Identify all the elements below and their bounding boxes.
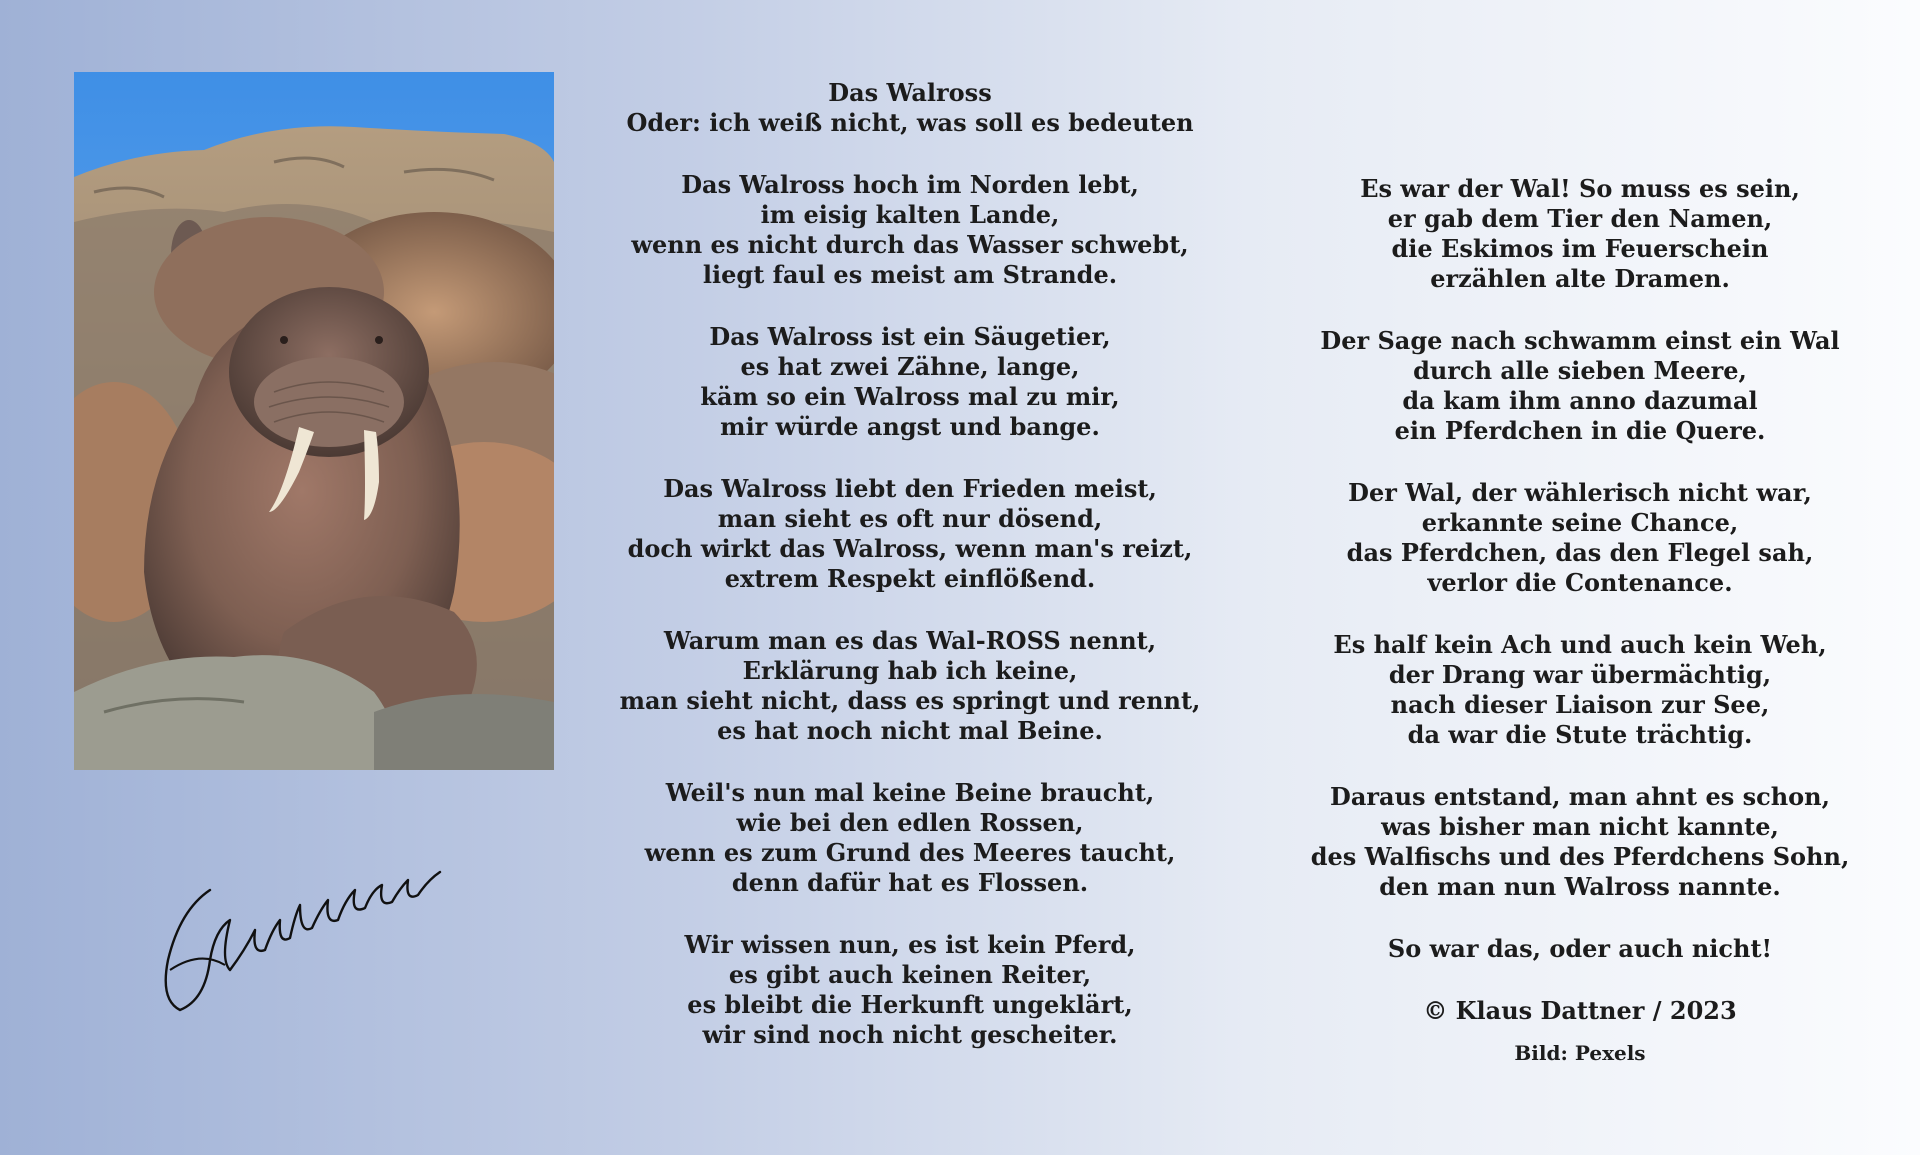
verse-line: wenn es nicht durch das Wasser schwebt, — [631, 230, 1189, 259]
verse-line: man sieht es oft nur dösend, — [717, 504, 1103, 533]
verse-line: käm so ein Walross mal zu mir, — [700, 382, 1120, 411]
verse-line: Der Wal, der wählerisch nicht war, — [1348, 478, 1812, 507]
stanza — [600, 322, 1220, 442]
verse-line: es hat noch nicht mal Beine. — [717, 716, 1103, 745]
verse-line: wie bei den edlen Rossen, — [736, 808, 1084, 837]
poem-column-right — [1300, 174, 1860, 1098]
poem-subtitle: Oder: ich weiß nicht, was soll es bedeuten — [626, 108, 1194, 137]
copyright-text: © Klaus Dattner / 2023 — [1423, 996, 1737, 1025]
copyright — [1300, 996, 1860, 1066]
verse-line: es gibt auch keinen Reiter, — [728, 960, 1092, 989]
stanza — [600, 930, 1220, 1050]
stanza — [600, 474, 1220, 594]
poem-column-left — [600, 78, 1220, 1082]
verse-line: Warum man es das Wal-ROSS nennt, — [663, 626, 1157, 655]
verse-line: Erklärung hab ich keine, — [742, 656, 1078, 685]
stanza — [1300, 782, 1860, 902]
verse-line: mir würde angst und bange. — [720, 412, 1100, 441]
verse-line: Wir wissen nun, es ist kein Pferd, — [684, 930, 1136, 959]
verse-line: So war das, oder auch nicht! — [1387, 934, 1773, 963]
stanza — [1300, 478, 1860, 598]
verse-line: da kam ihm anno dazumal — [1402, 386, 1758, 415]
verse-line: verlor die Contenance. — [1427, 568, 1733, 597]
verse-line: wenn es zum Grund des Meeres taucht, — [644, 838, 1176, 867]
verse-line: liegt faul es meist am Strande. — [702, 260, 1118, 289]
stanza — [1300, 630, 1860, 750]
stanza — [600, 626, 1220, 746]
verse-line: Der Sage nach schwamm einst ein Wal — [1320, 326, 1840, 355]
verse-line: man sieht nicht, dass es springt und rennt, — [619, 686, 1201, 715]
verse-line: erzählen alte Dramen. — [1430, 264, 1730, 293]
stanza — [600, 778, 1220, 898]
verse-line: was bisher man nicht kannte, — [1381, 812, 1779, 841]
verse-line: Es war der Wal! So muss es sein, — [1360, 174, 1800, 203]
verse-line: denn dafür hat es Flossen. — [731, 868, 1089, 897]
verse-line: durch alle sieben Meere, — [1413, 356, 1747, 385]
stanza — [1300, 174, 1860, 294]
verse-line: erkannte seine Chance, — [1421, 508, 1739, 537]
walrus-photo — [74, 72, 554, 770]
verse-line: Daraus entstand, man ahnt es schon, — [1330, 782, 1830, 811]
verse-line: Das Walross ist ein Säugetier, — [709, 322, 1111, 351]
verse-line: den man nun Walross nannte. — [1379, 872, 1781, 901]
verse-line: ein Pferdchen in die Quere. — [1394, 416, 1766, 445]
stanza — [600, 170, 1220, 290]
verse-line: extrem Respekt einflößend. — [724, 564, 1096, 593]
stanza-final — [1300, 934, 1860, 964]
verse-line: Das Walross liebt den Frieden meist, — [663, 474, 1157, 503]
verse-line: Weil's nun mal keine Beine braucht, — [665, 778, 1155, 807]
verse-line: das Pferdchen, das den Flegel sah, — [1346, 538, 1814, 567]
image-credit: Bild: Pexels — [1514, 1041, 1646, 1065]
verse-line: da war die Stute trächtig. — [1407, 720, 1753, 749]
verse-line: es bleibt die Herkunft ungeklärt, — [687, 990, 1133, 1019]
verse-line: Das Walross hoch im Norden lebt, — [681, 170, 1139, 199]
poem-heading — [600, 78, 1220, 138]
verse-line: Es half kein Ach und auch kein Weh, — [1333, 630, 1827, 659]
verse-line: des Walfischs und des Pferdchens Sohn, — [1310, 842, 1850, 871]
poem-title: Das Walross — [828, 78, 992, 107]
verse-line: im eisig kalten Lande, — [760, 200, 1060, 229]
verse-line: der Drang war übermächtig, — [1388, 660, 1772, 689]
signature — [160, 850, 460, 1025]
stanza — [1300, 326, 1860, 446]
verse-line: es hat zwei Zähne, lange, — [740, 352, 1080, 381]
verse-line: doch wirkt das Walross, wenn man's reizt, — [627, 534, 1193, 563]
verse-line: wir sind noch nicht gescheiter. — [702, 1020, 1118, 1049]
verse-line: die Eskimos im Feuerschein — [1391, 234, 1769, 263]
verse-line: er gab dem Tier den Namen, — [1387, 204, 1773, 233]
verse-line: nach dieser Liaison zur See, — [1390, 690, 1770, 719]
